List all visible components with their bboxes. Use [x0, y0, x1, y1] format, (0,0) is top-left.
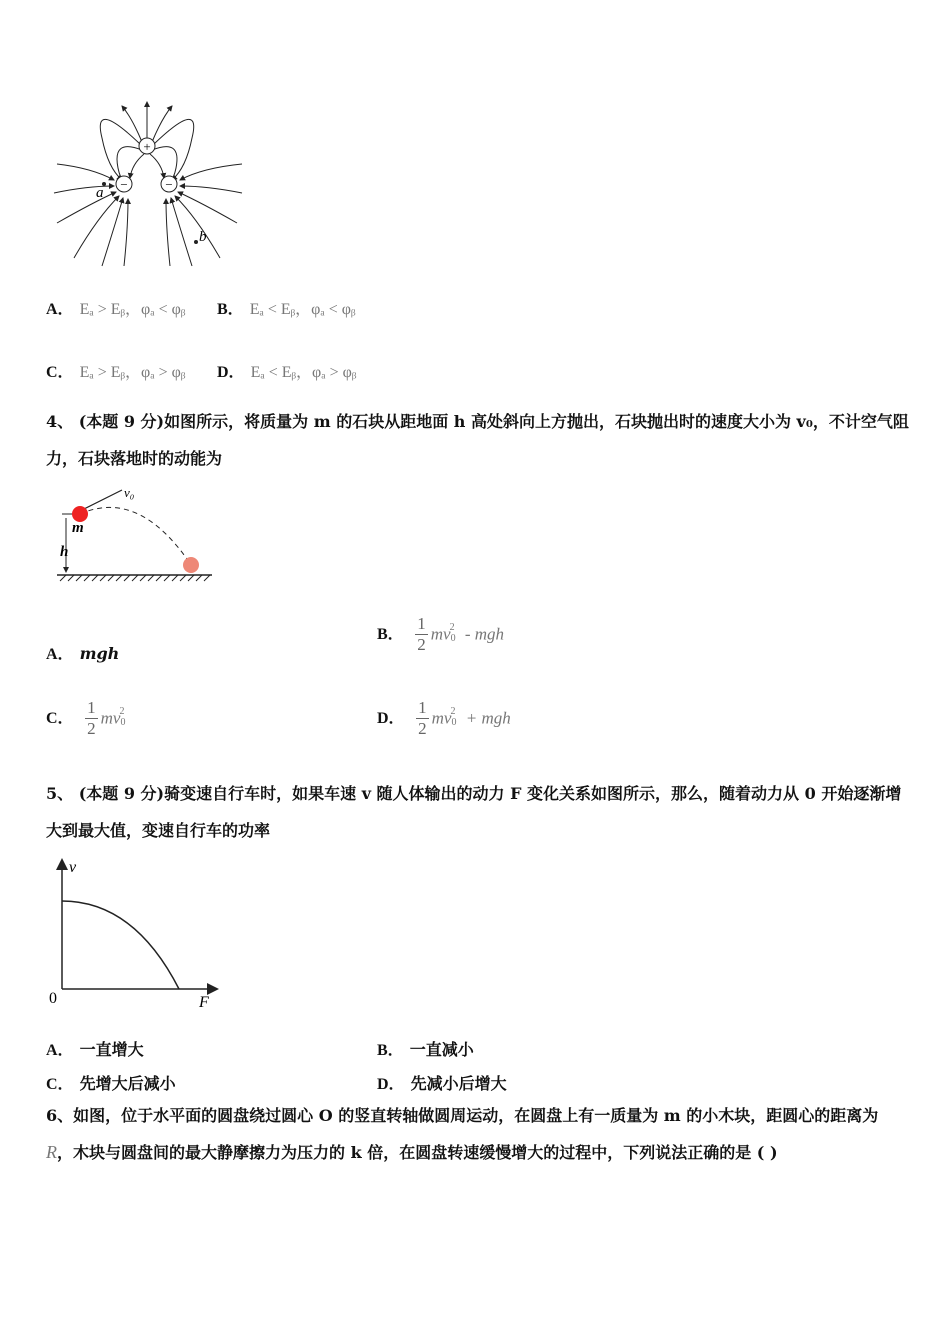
q5-line1: 5、 (本题 9 分)骑变速自行车时，如果车速 v 随人体输出的动力 F 变化关系如图所示，那么，随着动力从 0 开始逐渐增: [46, 784, 902, 803]
q6-line2: ，木块与圆盘间的最大静摩擦力为压力的 k 倍，在圆盘转速缓慢增大的过程中，下列说法正确的是 ( ): [57, 1143, 778, 1162]
q4-d-fraction: $\frac{1}{2}$: [418, 698, 427, 738]
q6-stem: [46, 1097, 910, 1171]
stone-end: [183, 557, 199, 573]
q5-option-c[interactable]: C． 先增大后减小: [46, 1074, 176, 1093]
point-b: [194, 240, 198, 244]
q5-line2: 大到最大值，变速自行车的功率: [46, 821, 271, 840]
minus-sign-left: −: [120, 177, 128, 192]
q4-option-a-text: mgh: [79, 644, 120, 663]
q4-line2: 力，石块落地时的动能为: [46, 449, 223, 468]
q4-option-d[interactable]: D． $\frac{1}{2}$ $mv_0^2$ + mgh: [377, 698, 511, 738]
m-label: m: [72, 520, 84, 536]
label-b: b: [199, 229, 207, 245]
q3-option-a-expr: Eₐ > Eᵦ，φₐ < φᵦ: [79, 301, 186, 318]
q4-option-c[interactable]: C． $\frac{1}{2}$ $mv_0^2$: [46, 698, 126, 738]
v-f-curve: [62, 901, 179, 989]
q4-stem: [46, 403, 910, 477]
q5-option-d[interactable]: D． 先减小后增大: [377, 1074, 507, 1093]
q6-r-symbol: R: [46, 1142, 57, 1162]
projectile-figure: [52, 484, 217, 586]
q5-option-a[interactable]: A． 一直增大: [46, 1040, 144, 1059]
q3-option-c[interactable]: C． Eₐ > Eᵦ，φₐ > φᵦ: [46, 364, 186, 381]
h-label: h: [60, 544, 69, 560]
q3-option-d-expr: Eₐ < Eᵦ，φₐ > φᵦ: [250, 364, 357, 381]
v0-label: v₀: [124, 485, 135, 500]
f-axis-label: F: [199, 994, 209, 1011]
label-a: a: [96, 185, 104, 201]
q3-option-b[interactable]: B． Eₐ < Eᵦ，φₐ < φᵦ: [217, 301, 356, 318]
minus-sign-right: −: [165, 177, 173, 192]
q5-stem: [46, 775, 910, 849]
q4-line1: 4、 (本题 9 分)如图所示，将质量为 m 的石块从距地面 h 高处斜向上方抛出，石块抛出时的速度大小为 v₀，不计空气阻: [46, 412, 909, 431]
q4-option-a[interactable]: A． mgh: [46, 644, 120, 663]
q3-option-d[interactable]: D． Eₐ < Eᵦ，φₐ > φᵦ: [217, 364, 357, 381]
q4-c-fraction: $\frac{1}{2}$: [87, 698, 96, 738]
plus-sign: +: [143, 139, 151, 154]
q4-option-b[interactable]: B． $\frac{1}{2}$ $mv_0^2$ - mgh: [377, 614, 505, 654]
q3-option-a[interactable]: A． Eₐ > Eᵦ，φₐ < φᵦ: [46, 301, 186, 318]
q3-option-b-expr: Eₐ < Eᵦ，φₐ < φᵦ: [249, 301, 356, 318]
q5-option-b[interactable]: B． 一直减小: [377, 1040, 474, 1059]
q6-line1: 6、如图，位于水平面的圆盘绕过圆心 O 的竖直转轴做圆周运动，在圆盘上有一质量为 m 的小木块，距圆心的距离为: [46, 1106, 879, 1125]
v-f-graph: [44, 853, 224, 1013]
q4-b-fraction: $\frac{1}{2}$: [417, 614, 426, 654]
origin-label: 0: [49, 990, 57, 1007]
electric-field-figure: [52, 98, 247, 273]
q3-option-c-expr: Eₐ > Eᵦ，φₐ > φᵦ: [79, 364, 186, 381]
v-axis-label: v: [69, 859, 77, 876]
